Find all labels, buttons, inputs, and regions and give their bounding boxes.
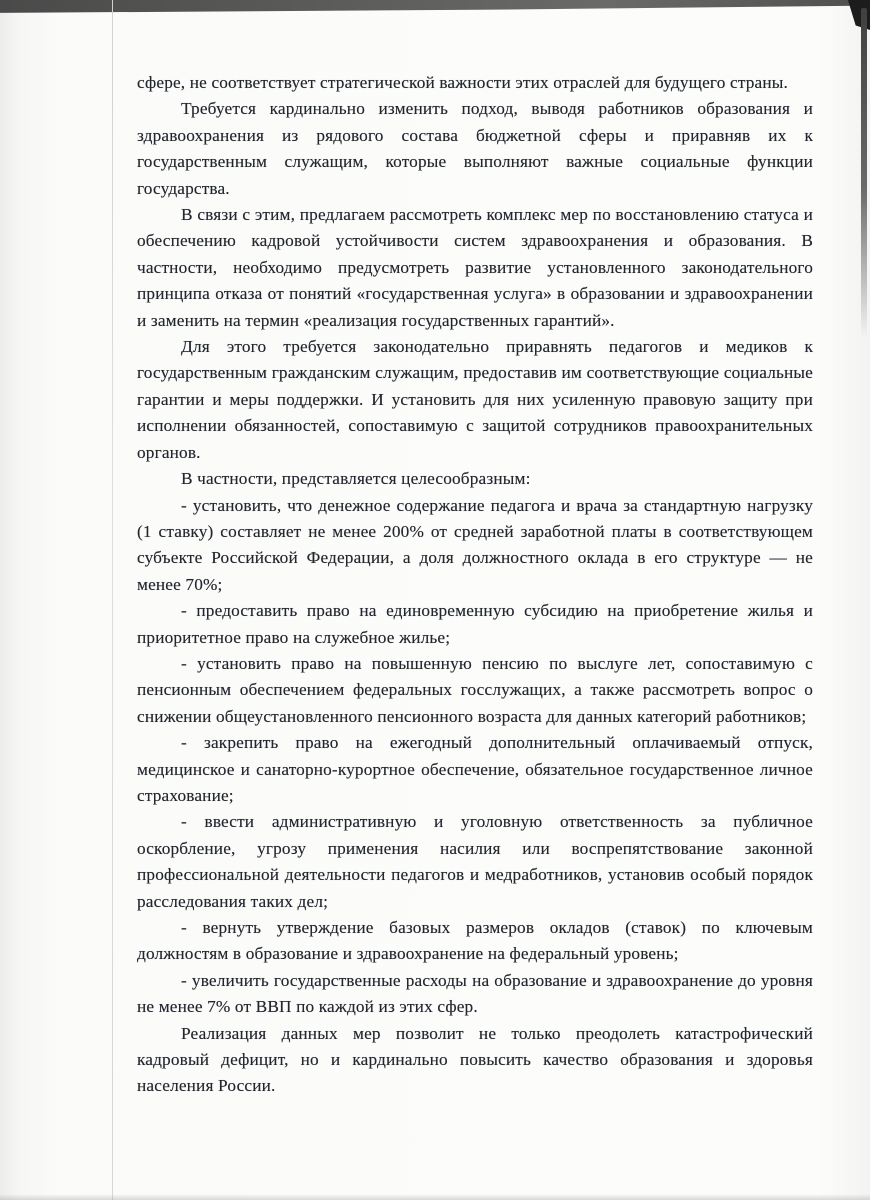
scan-right-edge-shadow bbox=[861, 8, 867, 338]
list-item-paragraph: - вернуть утверждение базовых размеров окладов (ставок) по ключевым должностям в образование и здравоохранение на федеральный уровень; bbox=[137, 918, 813, 964]
list-item-paragraph: - увеличить государственные расходы на образование и здравоохранение до уровня не менее 7% от ВВП по каждой из этих сфер. bbox=[137, 970, 813, 1017]
paragraph-conclusion: Реализация данных мер позволит не только преодолеть катастрофический кадровый дефицит, но и кардинально повысить качество образования и здоровья населения России. bbox=[137, 1023, 813, 1096]
list-item-paragraph: - предоставить право на единовременную субсидию на приобретение жилья и приоритетное право на служебное жилье; bbox=[137, 601, 813, 647]
list-item-paragraph: - закрепить право на ежегодный дополнительный оплачиваемый отпуск, медицинское и санаторно-курортное обеспечение, обязательное государственное личное страхование; bbox=[137, 733, 813, 805]
paragraph-lead-in: В частности, представляется целесообразным: bbox=[181, 469, 531, 489]
paragraph-continuation: сфере, не соответствует стратегической важности этих отраслей для будущего страны. bbox=[137, 73, 788, 92]
list-item-paragraph: - установить право на повышенную пенсию по выслуге лет, сопоставимую с пенсионным обеспечением федеральных госслужащих, а также рассмотреть вопрос о снижении общеустановленного пенсионного возраста для данных категорий работников; bbox=[137, 653, 813, 726]
paragraph: Для этого требуется законодательно приравнять педагогов и медиков к государственным гражданским служащим, предоставив им соответствующие социальные гарантии и меры поддержки. И установить для них усиленную правовую защиту при исполнении обязанностей, сопоставимую с защитой сотрудников правоохранительных органов. bbox=[137, 337, 813, 462]
list-item-paragraph: - установить, что денежное содержание педагога и врача за стандартную нагрузку (1 ставку) составляет не менее 200% от средней заработной платы в соответствующем субъекте Российской Федерации, а доля должностного оклада в его структуре — не менее 70%; bbox=[137, 495, 813, 594]
scan-top-edge-shadow bbox=[0, 0, 870, 14]
left-margin-fold-line bbox=[112, 0, 113, 1200]
scan-bottom-edge-shadow bbox=[0, 1194, 870, 1200]
paragraph: В связи с этим, предлагаем рассмотреть комплекс мер по восстановлению статуса и обеспечению кадровой устойчивости систем здравоохранения и образования. В частности, необходимо предусмотреть развитие установленного законодательного принципа отказа от понятий «государственная услуга» в образовании и здравоохранении и заменить на термин «реализация государственных гарантий». bbox=[137, 205, 813, 330]
paragraph: Требуется кардинально изменить подход, выводя работников образования и здравоохранения из рядового состава бюджетной сферы и приравняв их к государственным служащим, которые выполняют важные социальные функции государства. bbox=[137, 99, 813, 198]
list-item-paragraph: - ввести административную и уголовную ответственность за публичное оскорбление, угрозу применения насилия или воспрепятствование законной профессиональной деятельности педагогов и медработников, установив особый порядок расследования таких дел; bbox=[137, 812, 813, 911]
document-text-block bbox=[137, 70, 813, 1100]
